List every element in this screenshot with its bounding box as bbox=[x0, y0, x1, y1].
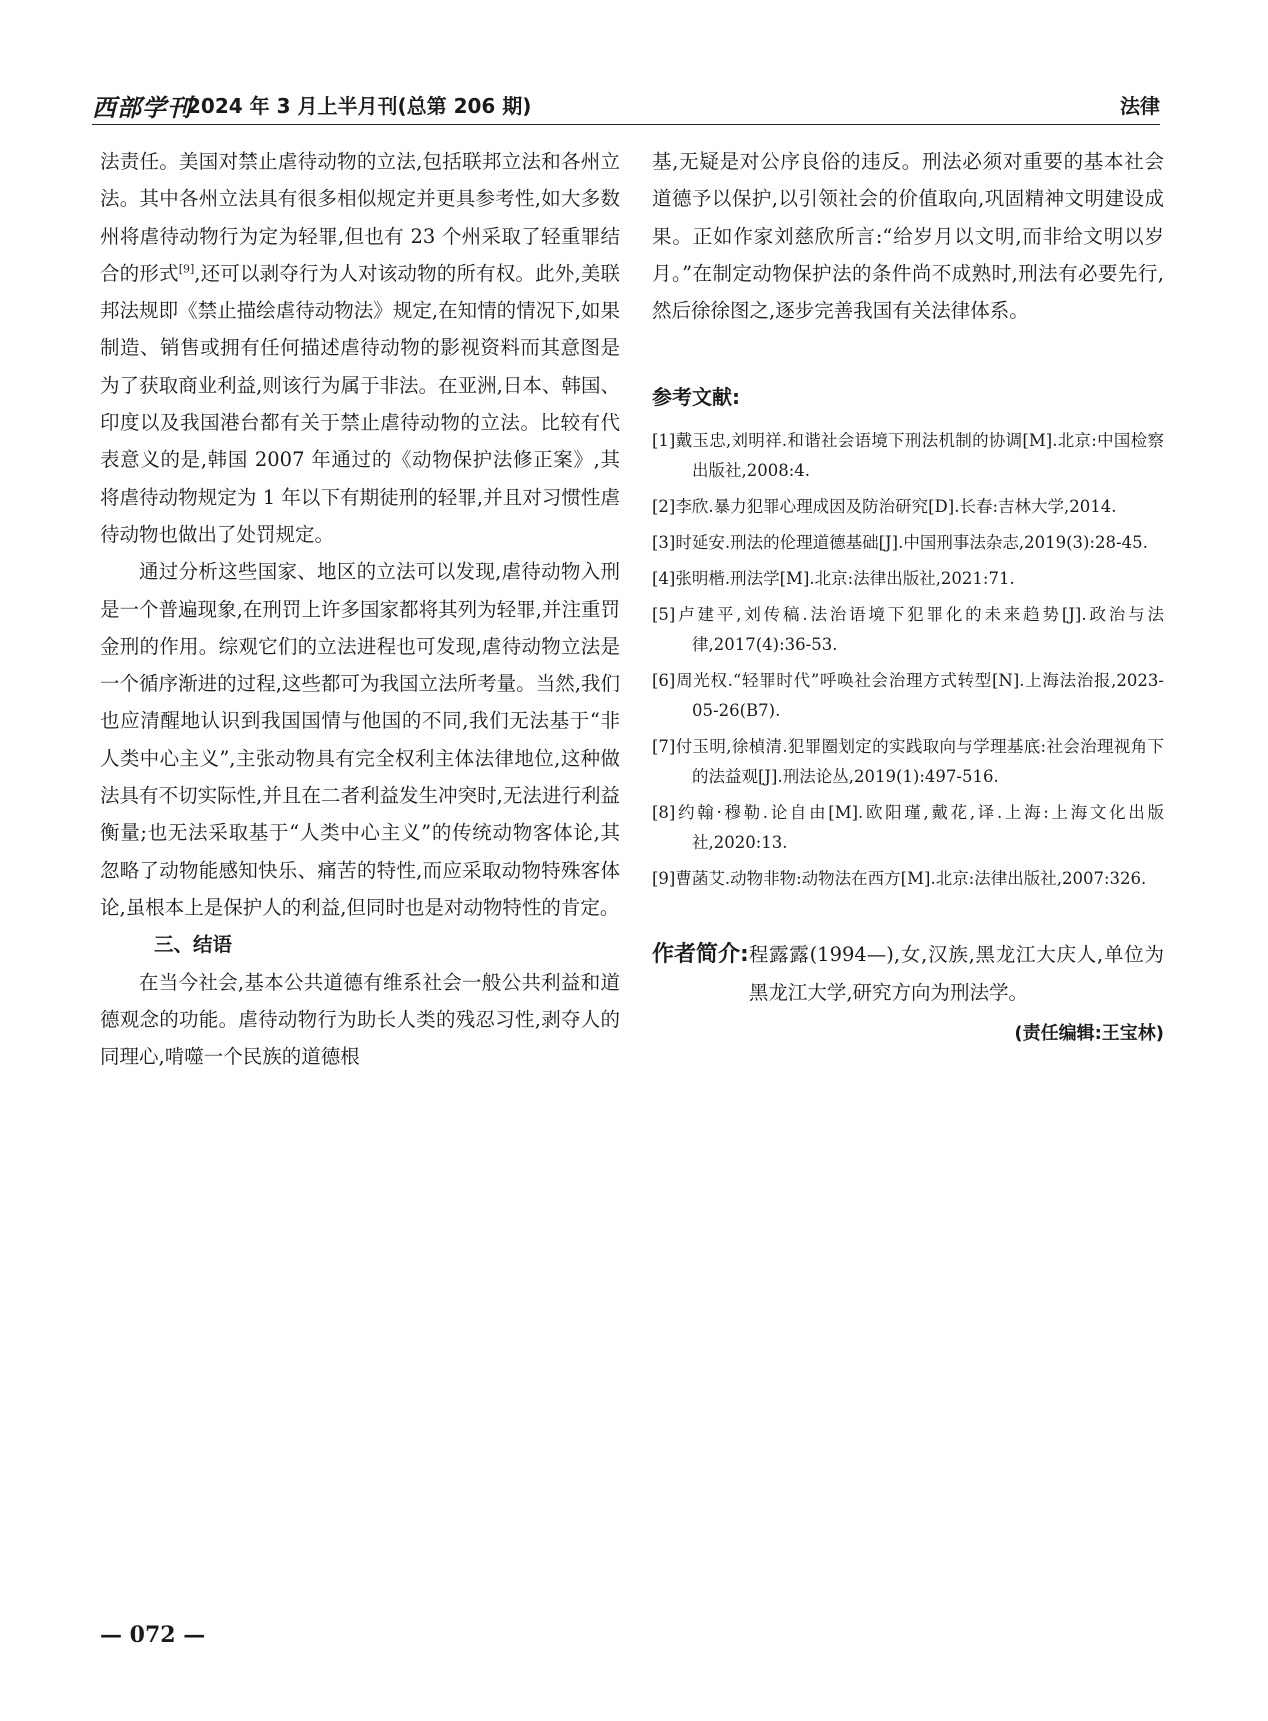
reference-item: [4]张明楷.刑法学[M].北京:法律出版社,2021:71. bbox=[652, 569, 1015, 589]
paragraph-4: 基,无疑是对公序良俗的违反。刑法必须对重要的基本社会道德予以保护,以引领社会的价值取向,巩固精神文明建设成果。正如作家刘慈欣所言:“给岁月以文明,而非给文明以岁月。”在制定动物保护法的条件尚不成熟时,刑法有必要先行,然后徐徐图之,逐步完善我国有关法律体系。 bbox=[652, 150, 1164, 323]
reference-item: [3]时延安.刑法的伦理道德基础[J].中国刑事法杂志,2019(3):28-45. bbox=[652, 533, 1148, 553]
references-list bbox=[652, 426, 1164, 894]
issue-info: 2024 年 3 月上半月刊(总第 206 期) bbox=[187, 94, 532, 118]
author-bio bbox=[652, 936, 1164, 1011]
references-title: 参考文献: bbox=[652, 385, 740, 410]
reference-item: [7]付玉明,徐楨清.犯罪圈划定的实践取向与学理基底:社会治理视角下的法益观[J].刑法论丛,2019(1):497-516. bbox=[652, 737, 1164, 787]
right-column bbox=[652, 143, 1164, 1045]
paragraph-3: 在当今社会,基本公共道德有维系社会一般公共利益和道德观念的功能。虐待动物行为助长人类的残忍习性,剥夺人的同理心,啃噬一个民族的道德根 bbox=[100, 970, 620, 1069]
header-rule bbox=[92, 124, 1160, 125]
page-number: — 072 — bbox=[100, 1622, 206, 1648]
author-text: 程露露(1994—),女,汉族,黑龙江大庆人,单位为黑龙江大学,研究方向为刑法学。 bbox=[748, 943, 1164, 1004]
responsible-editor: (责任编辑:王宝林) bbox=[1014, 1023, 1164, 1045]
paragraph-1-part-b: ,还可以剥夺行为人对该动物的所有权。此外,美联邦法规即《禁止描绘虐待动物法》规定,在知情的情况下,如果制造、销售或拥有任何描述虐待动物的影视资料而其意图是为了获取商业利益,则该行为属于非法。在亚洲,日本、韩国、印度以及我国港台都有关于禁止虐待动物的立法。比较有代表意义的是,韩国 2007 年通过的《动物保护法修正案》,其将虐待动物规定为 1 年以下有期徒刑的轻罪,并且对习惯性虐待动物也做出了处罚规定。 bbox=[100, 261, 620, 546]
page-header bbox=[92, 86, 1160, 122]
reference-item: [2]李欣.暴力犯罪心理成因及防治研究[D].长春:吉林大学,2014. bbox=[652, 497, 1117, 517]
left-column bbox=[100, 143, 620, 1075]
section-heading: 三、结语 bbox=[154, 933, 233, 957]
section-name: 法律 bbox=[1120, 94, 1160, 118]
reference-item: [5]卢建平,刘传稿.法治语境下犯罪化的未来趋势[J].政治与法律,2017(4):36-53. bbox=[652, 605, 1164, 655]
paragraph-2: 通过分析这些国家、地区的立法可以发现,虐待动物入刑是一个普遍现象,在刑罚上许多国家都将其列为轻罪,并注重罚金刑的作用。综观它们的立法进程也可发现,虐待动物立法是一个循序渐进的过程,这些都可为我国立法所考量。当然,我们也应清醒地认识到我国国情与他国的不同,我们无法基于“非人类中心主义”,主张动物具有完全权利主体法律地位,这种做法具有不切实际性,并且在二者利益发生冲突时,无法进行利益衡量;也无法采取基于“人类中心主义”的传统动物客体论,其忽略了动物能感知快乐、痛苦的特性,而应采取动物特殊客体论,虽根本上是保护人的利益,但同时也是对动物特性的肯定。 bbox=[100, 560, 620, 919]
reference-item: [8]约翰·穆勒.论自由[M].欧阳瑾,戴花,译.上海:上海文化出版社,2020:13. bbox=[652, 803, 1164, 853]
paragraph-1 bbox=[100, 143, 620, 553]
journal-logo: 西部学刊 bbox=[92, 93, 192, 122]
author-label: 作者简介: bbox=[652, 942, 749, 968]
reference-item: [1]戴玉忠,刘明祥.和谐社会语境下刑法机制的协调[M].北京:中国检察出版社,2008:4. bbox=[652, 431, 1164, 481]
paragraph-1-part-a: 法责任。美国对禁止虐待动物的立法,包括联邦立法和各州立法。其中各州立法具有很多相似规定并更具参考性,如大多数州将虐待动物行为定为轻罪,但也有 23 个州采取了轻重罪结合的形式 bbox=[100, 150, 620, 285]
reference-item: [9]曹菡艾.动物非物:动物法在西方[M].北京:法律出版社,2007:326. bbox=[652, 869, 1147, 889]
citation-9: [9] bbox=[178, 262, 195, 276]
reference-item: [6]周光权.“轻罪时代”呼唤社会治理方式转型[N].上海法治报,2023-05-26(B7). bbox=[652, 671, 1164, 721]
